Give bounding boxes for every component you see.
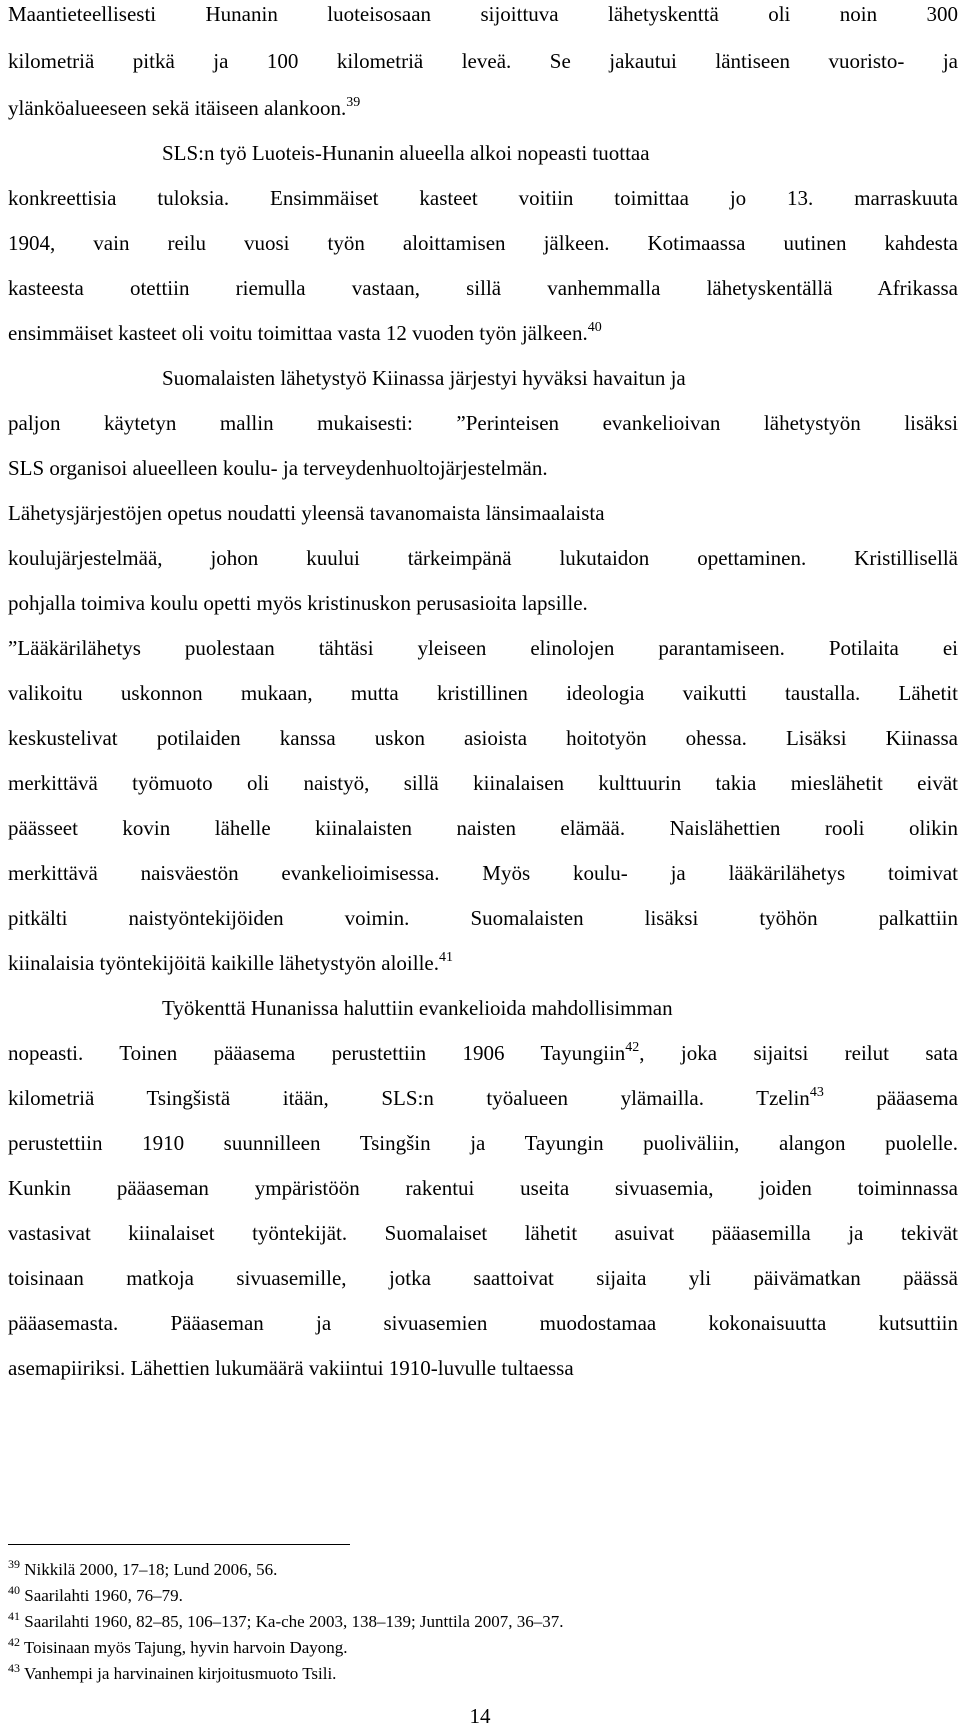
body-line: pääasemasta. Pääaseman ja sivuasemien muodostamaa kokonaisuutta kutsuttiin: [8, 1311, 958, 1335]
page-number: 14: [469, 1704, 491, 1728]
footnote: $^{40}$ Saarilahti 1960, 76–79.: [8, 1583, 183, 1605]
body-line: ylänköalueeseen sekä itäiseen alankoon.$^{39}$: [8, 95, 361, 120]
body-line: keskustelivat potilaiden kanssa uskon asioista hoitotyön ohessa. Lisäksi Kiinassa: [8, 726, 958, 750]
body-line: konkreettisia tuloksia. Ensimmäiset kasteet voitiin toimittaa jo 13. marraskuuta: [8, 186, 958, 210]
body-line: kiinalaisia työntekijöitä kaikille lähetystyön aloille.$^{41}$: [8, 950, 453, 975]
footnote: $^{43}$ Vanhempi ja harvinainen kirjoitusmuoto Tsili.: [8, 1661, 337, 1683]
body-line: kasteesta otettiin riemulla vastaan, sillä vanhemmalla lähetyskentällä Afrikassa: [8, 276, 958, 300]
body-line: Työkenttä Hunanissa haluttiin evankelioida mahdollisimman: [162, 996, 673, 1020]
footnote-ref[interactable]: 39: [346, 95, 361, 110]
body-line: merkittävä naisväestön evankelioimisessa. Myös koulu- ja lääkärilähetys toimivat: [8, 861, 958, 885]
body-line: kilometriä pitkä ja 100 kilometriä leveä. Se jakautui läntiseen vuoristo- ja: [8, 49, 958, 73]
body-line: päässeet kovin lähelle kiinalaisten naisten elämää. Naislähettien rooli olikin: [8, 816, 958, 840]
body-line: pohjalla toimiva koulu opetti myös kristinuskon perusasioita lapsille.: [8, 591, 588, 615]
body-line: ensimmäiset kasteet oli voitu toimittaa vasta 12 vuoden työn jälkeen.$^{40}$: [8, 320, 602, 345]
body-line: kilometriä Tsingšistä itään, SLS:n työalueen ylämailla. Tzelin$^{43}$ pääasema: [8, 1085, 958, 1110]
body-line: vastasivat kiinalaiset työntekijät. Suomalaiset lähetit asuivat pääasemilla ja tekivät: [8, 1221, 958, 1245]
footnote-ref[interactable]: 42: [625, 1040, 640, 1055]
footnote: $^{39}$ Nikkilä 2000, 17–18; Lund 2006, 56.: [8, 1557, 278, 1579]
footnote-ref[interactable]: 41: [438, 950, 453, 965]
footnote-divider: [8, 1544, 350, 1545]
body-line: paljon käytetyn mallin mukaisesti: ”Perinteisen evankelioivan lähetystyön lisäksi: [8, 411, 958, 435]
footnote-ref[interactable]: 40: [587, 320, 602, 335]
footnote: $^{42}$ Toisinaan myös Tajung, hyvin harvoin Dayong.: [8, 1635, 348, 1657]
body-line: perustettiin 1910 suunnilleen Tsingšin ja Tayungin puoliväliin, alangon puolelle.: [8, 1131, 958, 1155]
body-line: SLS organisoi alueelleen koulu- ja terveydenhuoltojärjestelmän.: [8, 456, 548, 480]
body-line: valikoitu uskonnon mukaan, mutta kristillinen ideologia vaikutti taustalla. Lähetit: [8, 681, 958, 705]
body-line: Lähetysjärjestöjen opetus noudatti yleensä tavanomaista länsimaalaista: [8, 501, 605, 525]
body-line: merkittävä työmuoto oli naistyö, sillä kiinalaisen kulttuurin takia mieslähetit eivät: [8, 771, 958, 795]
body-line: Suomalaisten lähetystyö Kiinassa järjestyi hyväksi havaitun ja: [162, 366, 686, 390]
body-line: pitkälti naistyöntekijöiden voimin. Suomalaisten lisäksi työhön palkattiin: [8, 906, 958, 930]
body-line: Kunkin pääaseman ympäristöön rakentui useita sivuasemia, joiden toiminnassa: [8, 1176, 958, 1200]
body-line: toisinaan matkoja sivuasemille, jotka saattoivat sijaita yli päivämatkan päässä: [8, 1266, 958, 1290]
body-line: ”Lääkärilähetys puolestaan tähtäsi yleiseen elinolojen parantamiseen. Potilaita ei: [8, 636, 958, 660]
footnote-ref[interactable]: 43: [809, 1085, 824, 1100]
body-line: nopeasti. Toinen pääasema perustettiin 1906 Tayungiin$^{42}$, joka sijaitsi reilut sata: [8, 1040, 958, 1065]
body-line: SLS:n työ Luoteis-Hunanin alueella alkoi nopeasti tuottaa: [162, 141, 650, 165]
footnote: $^{41}$ Saarilahti 1960, 82–85, 106–137; Ka-che 2003, 138–139; Junttila 2007, 36–37.: [8, 1609, 564, 1631]
body-line: 1904, vain reilu vuosi työn aloittamisen jälkeen. Kotimaassa uutinen kahdesta: [8, 231, 958, 255]
body-line: koulujärjestelmää, johon kuului tärkeimpänä lukutaidon opettaminen. Kristillisellä: [8, 546, 958, 570]
body-line: asemapiiriksi. Lähettien lukumäärä vakiintui 1910-luvulle tultaessa: [8, 1356, 574, 1380]
body-line: Maantieteellisesti Hunanin luoteisosaan sijoittuva lähetyskenttä oli noin 300: [8, 2, 958, 26]
